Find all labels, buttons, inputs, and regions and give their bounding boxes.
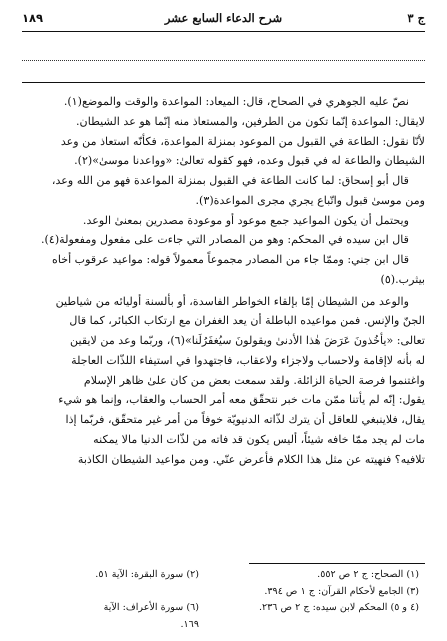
footnote: (٤ و ٥) المحكم لابن سيده: ج ٢ ص ٢٣٦. — [258, 602, 419, 613]
page-header — [22, 11, 425, 31]
text-line: والوعد من الشيطان إمّا بإلقاء الخواطر الفاسدة، أو بألسنة أوليائه من شياطين — [55, 294, 409, 308]
text-line: له بأنه لاإقامة ولاحساب ولاجزاء ولاعقاب، فاجتهدوا في استيفاء اللذّات العاجلة — [71, 353, 425, 367]
text-line: نصّ عليه الجوهري في الصحاح، قال: الميعاد: المواعدة والوقت والموضع(١). — [63, 95, 409, 108]
header-rule — [22, 31, 425, 32]
text-line: مات لم يجد ممّا خافه شيئاً، أليس يكون قد فاته من لذّات الدنيا مالا يمكنه — [93, 432, 425, 446]
text-line: قال أبو إسحاق: لما كانت الطاعة في القبول بمنزلة المواعدة فهو من الله وعد، — [51, 174, 409, 187]
text-line: الجنّ والإنس. فمن مواعيده الباطلة أن يعد الغفران مع ارتكاب الكبائر، كما قال — [69, 314, 425, 328]
section-divider — [22, 82, 425, 83]
footnote-row — [22, 600, 419, 633]
text-line: تعالى: «يأخُذونَ عَرَضَ هٰذا الأدنىٰ ويقولونَ سيُغفَرُلَنا»(٦)، وربّما وعد من لايقين — [70, 334, 425, 347]
text-line: بيثرب.(٥) — [380, 272, 425, 286]
footnote: (٦) سورة الأعراف: الآية ١٦٩. — [103, 602, 199, 630]
text-line: الشيطان والطاعة له في قبول وعده، فهو كقوله تعالىٰ: «وواعدنا موسىٰ»(٢). — [74, 154, 425, 168]
text-line: تلافيه؟ فنهيته عن مثل هذا الكلام فأعرض عنّي. ومن مواعيد الشيطان الكاذبة — [77, 452, 425, 466]
footnote-row — [22, 584, 419, 601]
footnote — [89, 584, 199, 601]
text-line: قال ابن جني: وممّا جاء من المصادر مجموعاً معمولاً قوله: مواعيد عرقوب أخاه — [52, 253, 409, 266]
footnote-rule — [249, 563, 425, 564]
volume-label: ج ٣ — [407, 11, 425, 25]
text-line: لأنّا نقول: الطاعة في القبول من الموعود بمنزلة المواعدة، فكأنّه استعاذ من وعد — [60, 134, 425, 148]
text-line: لايقال: المواعدة إنّما تكون من الطرفين، والمستعاذ منه إنّما هو عد الشيطان. — [76, 114, 425, 128]
page-number: ١٨٩ — [22, 11, 44, 25]
text-line: ويحتمل أن يكون المواعيد جمع موعود أو موعودة مصدرين بمعنىٰ الوعد. — [82, 213, 409, 227]
running-title: شرح الدعاء السابع عشر — [164, 11, 283, 25]
text-line: ومن موسىٰ قبول واتّباع يجري مجرى المواعدة(٣). — [195, 193, 425, 207]
text-line: واغتنموا فرصة الحياة الزائلة. ولقد سمعت بعض من كان علىٰ ظاهر الإسلام — [83, 373, 425, 387]
footnote-row — [22, 567, 419, 584]
body-text — [22, 92, 425, 469]
footnote: (٣) الجامع لأحكام القرآن: ج ١ ص ٣٩٤. — [264, 585, 419, 597]
dotted-divider — [22, 60, 425, 61]
text-line: قال ابن سيده في المحكم: وهو من المصادر التي جاءت على مفعول ومفعولة(٤). — [41, 233, 409, 247]
text-line: يقول: إنّه لم يأتنا ممّن مات خبر نتحقّق معه أمر الحساب والعقاب، وإنما هو شيء — [58, 393, 425, 407]
footnotes — [22, 567, 419, 633]
footnote: (١) الصحاح: ج ٢ ص ٥٥٢. — [317, 569, 419, 580]
footnote: (٢) سورة البقرة: الآية ٥١. — [95, 569, 199, 580]
text-line: يقال، فلاينبغي للعاقل أن يترك لذّاته الدنيويّة خوفاً من أمر غير متحقّق، فربّما إذا — [65, 413, 425, 426]
